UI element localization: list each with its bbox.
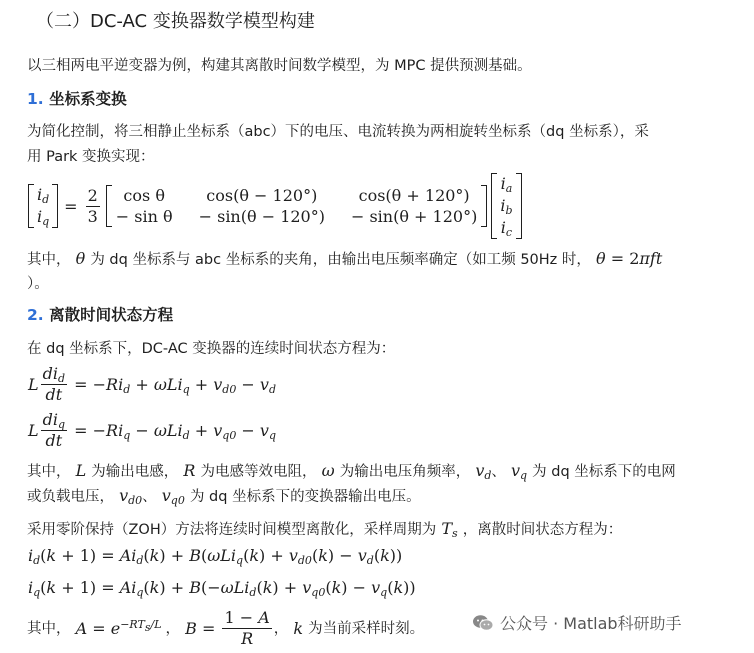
section1-paragraph-line1: 为简化控制，将三相静止坐标系（abc）下的电压、电流转换为两相旋转坐标系（dq 坐标系），采 <box>27 124 649 140</box>
section2-heading <box>27 304 173 326</box>
section1-heading <box>27 88 127 110</box>
section2-explanation-line2: 或负载电压， $v_{d0}$、 $v_{q0}$ 为 dq 坐标系下的变换器输出电压。 <box>27 486 421 507</box>
matrix-cell: cos θ <box>123 186 165 205</box>
section1-paragraph-line2: 用 Park 变换实现： <box>27 149 155 165</box>
wechat-icon <box>472 614 494 632</box>
matrix-cell: cos(θ + 120°) <box>358 186 470 205</box>
iabc-vector: $i_a$ $i_b$ $i_c$ <box>491 173 521 239</box>
continuous-eq-q: L $\frac{di_q}{dt}$ = − $Ri_q$ − ωLi$_d$ + $v_{q0}$ − $v_q$ <box>28 410 276 450</box>
zoh-paragraph: 采用零阶保持（ZOH）方法将连续时间模型离散化，采样周期为 $T_s$ ，离散时间状态方程为： <box>27 519 623 540</box>
intro-paragraph: 以三相两电平逆变器为例，构建其离散时间数学模型，为 MPC 提供预测基础。 <box>27 58 532 74</box>
final-definition-line: 其中， A = $e^{-RT_s/L}$ ， B = $\frac{1 - A}{R}$ ， k 为当前采样时刻。 <box>27 608 425 648</box>
park-matrix <box>106 185 488 227</box>
matrix-cell: − sin(θ + 120°) <box>350 207 478 226</box>
discrete-eq-q: $i_q(k + 1) = Ai_q(k) + B(-\omega Li_d(k) + v_{q0}(k) - v_q(k))$ <box>28 578 416 599</box>
discrete-eq-d: $i_d(k + 1) = Ai_d(k) + B(\omega Li_q(k) + v_{d0}(k) - v_d(k))$ <box>28 546 403 567</box>
two-thirds-fraction: $\frac{2}{3}$ <box>87 185 98 226</box>
section2-title: 离散时间状态方程 <box>49 306 174 324</box>
section1-note-line1: 其中， θ 为 dq 坐标系与 abc 坐标系的夹角，由输出电压频率确定（如工频 50Hz 时， θ = 2πft <box>27 249 663 268</box>
continuous-eq-d: L $\frac{di_d}{dt}$ = − $Ri_d$ + ωLi$_q$ + $v_{d0}$ − $v_d$ <box>28 364 276 404</box>
section2-explanation-line1: 其中， L 为输出电感， R 为电感等效电阻， ω 为输出电压角频率， $v_d$、 $v_q$ 为 dq 坐标系下的电网 <box>27 461 676 482</box>
section-heading: （二）DC-AC 变换器数学模型构建 <box>36 11 315 32</box>
section2-lead: 在 dq 坐标系下，DC-AC 变换器的连续时间状态方程为： <box>27 341 396 357</box>
matrix-cell: cos(θ − 120°) <box>206 186 318 205</box>
section2-number: 2. <box>27 306 44 324</box>
park-transform-equation: $i_d$ $i_q$ = $\frac{2}{3}$ cos θ cos(θ − 120°) cos(θ + 120°) − sin θ − sin(θ − 120°) − sin(θ + 120°) $i_a$ $i_b$ $i_c$ <box>28 173 522 239</box>
section1-note-line2: ）。 <box>27 276 49 292</box>
section1-title: 坐标系变换 <box>49 90 127 108</box>
matrix-cell: − sin(θ − 120°) <box>198 207 325 226</box>
section1-number: 1. <box>27 90 44 108</box>
idq-vector: $i_d$ $i_q$ <box>28 184 58 228</box>
watermark-text: 公众号 · Matlab科研助手 <box>500 614 682 633</box>
watermark <box>472 611 682 634</box>
matrix-cell: − sin θ <box>115 207 173 226</box>
